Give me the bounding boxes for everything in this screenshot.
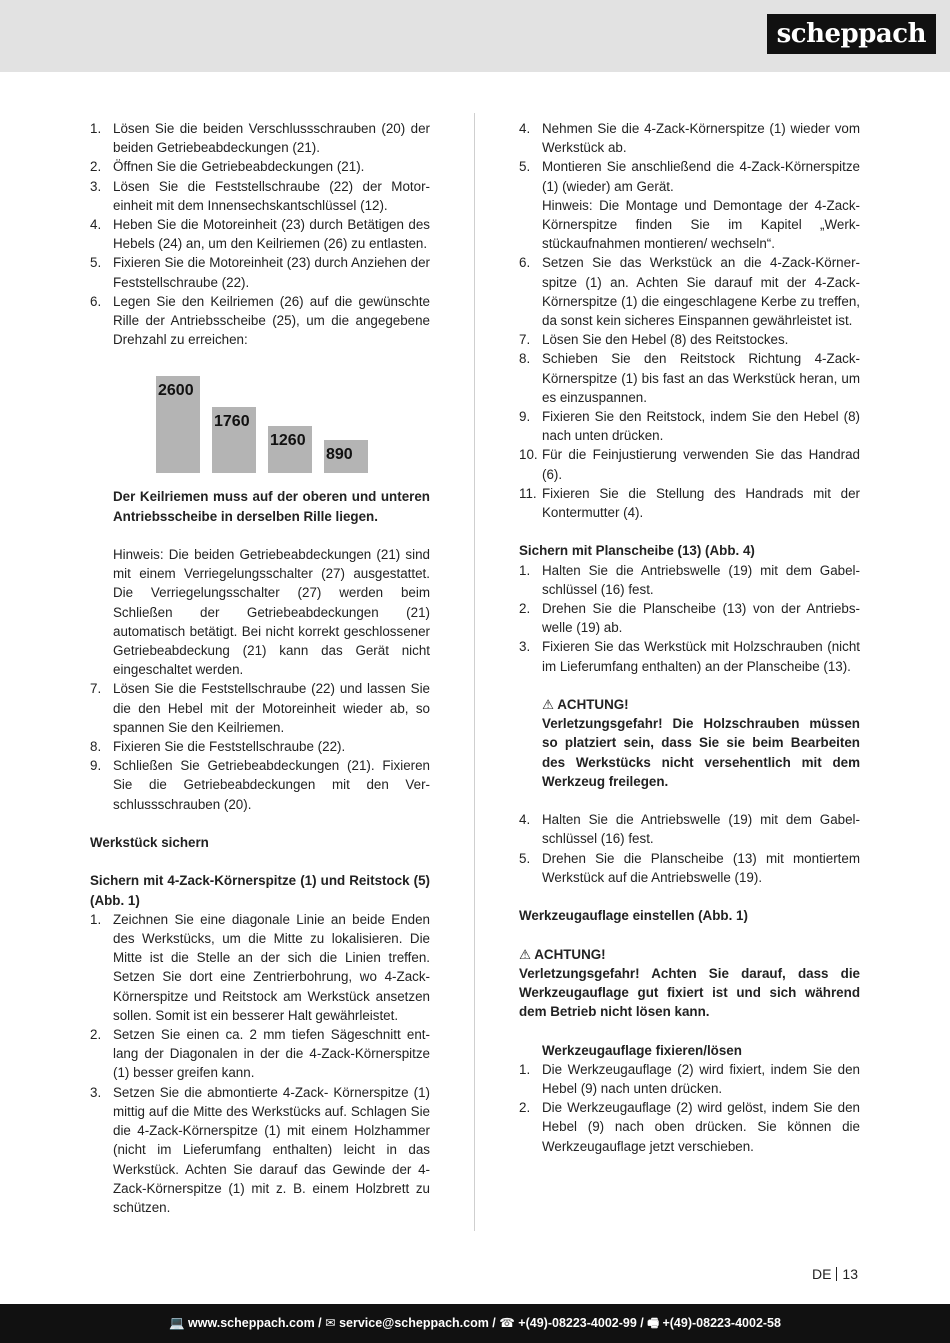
list-item: 6. Legen Sie den Keilriemen (26) auf die gewünschte Rille der Antriebsscheibe (25), um die angegebene Drehzahl zu erreichen: [90,293,430,348]
warning-title: ⚠ ACHTUNG! [519,946,606,962]
step-hint: Hinweis: Die Montage und Demontage der 4-Zack-Körnerspitze finden Sie im Kapitel „Werkstückaufnahmen montieren/ wechseln“. [542,197,860,252]
chart-bar-label: 2600 [158,382,194,400]
list-item: 6. Setzen Sie das Werkstück an die 4-Zack-Körnerspitze (1) an. Achten Sie darauf mit der 4-Zack-Körnerspitze (1) die eingeschlagene Kerbe zu treffen, da sonst kein sicheres Einspannen gewährleistet ist. [519,255,860,329]
list-item: 7. Lösen Sie den Hebel (8) des Reitstockes. [519,332,789,348]
brand-logo: scheppach [767,14,936,54]
warning-title: ⚠ ACHTUNG! [542,697,629,713]
list-item: 8. Fixieren Sie die Feststellschraube (22). [90,739,346,755]
toolrest-subtitle: Werkzeugauflage fixieren/lösen [542,1042,742,1058]
list-item: 5. Drehen Sie die Planscheibe (13) mit montiertem Werkstück auf die Antriebswelle (19). [519,850,860,885]
list-item: 1. Lösen Sie die beiden Verschlussschrauben (20) der beiden Getriebeabdeckungen (21). [90,121,430,156]
subsection-title: Sichern mit 4-Zack-Körnerspitze (1) und Reitstock (5) (Abb. 1) [90,873,430,908]
list-item: 2. Drehen Sie die Planscheibe (13) von der Antriebswelle (19) ab. [519,601,860,636]
faceplate-steps-list [519,561,860,676]
hint-text: Hinweis: Die beiden Getriebeabdeckungen (21) sind mit einem Verriegelungsschalter (27) ausgestattet. Die Verriegelungsschalter (27) werden beim Schließen der Getriebeabdeckungen (21) automatisch betätigt. Bei nicht korrekt geschlossener Getriebeabdeckung (21) kann das Gerät nicht eingeschaltet werden. [113,547,430,678]
toolrest-steps-list [519,1060,860,1156]
belt-note: Der Keilriemen muss auf der oberen und unteren Antriebsscheibe in derselben Rille liegen. [113,489,430,524]
list-item: 1. Halten Sie die Antriebswelle (19) mit dem Gabelschlüssel (16) fest. [519,562,860,597]
column-divider [474,113,475,1231]
list-item: 4. Nehmen Sie die 4-Zack-Körnerspitze (1) wieder vom Werkstück ab. [519,121,860,156]
list-item: 3. Fixieren Sie das Werkstück mit Holzschrauben (nicht im Lieferumfang enthalten) an der Planscheibe (13). [519,639,860,674]
tailstock-steps-list [519,119,860,522]
list-item: 2. Öffnen Sie die Getriebeabdeckungen (21). [90,159,365,175]
page-number [812,1265,858,1284]
page-num: 13 [842,1266,858,1282]
warning-text: Verletzungsgefahr! Achten Sie darauf, dass die Werkzeugauflage gut fixiert ist und sich während dem Betrieb nicht lösen kann. [519,965,860,1020]
list-item: 4. Heben Sie die Motoreinheit (23) durch Betätigen des Hebels (24) an, um den Keilriemen (26) zu entlasten. [90,217,430,252]
list-item: 9. Fixieren Sie den Reitstock, indem Sie den Hebel (8) nach unten drücken. [519,409,860,444]
right-column [519,119,860,1156]
toolrest-title: Werkzeugauflage einstellen (Abb. 1) [519,908,748,924]
speed-bar-chart [113,355,430,473]
header-bar [0,0,950,72]
list-item: 1. Zeichnen Sie eine diagonale Linie an beide Enden des Werkstücks, um die Mitte zu lokalisieren. Die Mitte ist die Stelle an der sich die Linien treffen. Setzen Sie dort eine Zentrierbohrung, wo 4-Zack-Körnerspitze und Reitstock am Werkstück ansetzen sollen. Somit ist ein besserer Halt gewährleistet. [90,911,430,1023]
list-item: 9. Schließen Sie Getriebeabdeckungen (21). Fixieren Sie die Getriebeabdeckungen mit den Verschlussschrauben (20). [90,758,430,812]
faceplate-steps-list-2 [519,810,860,887]
list-item: 1. Die Werkzeugauflage (2) wird fixiert, indem Sie den Hebel (9) nach unten drücken. [519,1061,860,1097]
page-lang: DE [811,1266,832,1282]
list-item: 10. Für die Feinjustierung verwenden Sie das Handrad (6). [519,447,860,482]
belt-steps-list [90,119,430,349]
footer-contact-bar: 💻 www.scheppach.com / ✉ service@scheppach.com / ☎ +(49)-08223-4002-99 / 🖷 +(49)-08223-4002-58 [0,1304,950,1343]
warning-text: Verletzungsgefahr! Die Holzschrauben müssen so platziert sein, dass Sie sie beim Bearbeiten des Werkstücks nicht versehentlich mit dem Werkzeug freilegen. [542,716,860,789]
chart-bar-label: 1760 [214,413,250,431]
list-item: 2. Die Werkzeugauflage (2) wird gelöst, indem Sie den Hebel (9) nach oben drücken. Sie können die Werkzeugauflage jetzt verschieben. [519,1100,860,1154]
list-item: 3. Setzen Sie die abmontierte 4-Zack- Körnerspitze (1) mittig auf die Mitte des Werkstücks auf. Schlagen Sie die 4-Zack-Körnerspitze (1) mit einem Holzhammer (nicht im Lieferumfang enthalten) leicht in das Werkstück. Achten Sie darauf das Gewinde der 4-Zack-Körnerspitze (1) mit z. B. einem Holzbrett zu schützen. [90,1084,430,1215]
list-item: 4. Halten Sie die Antriebswelle (19) mit dem Gabelschlüssel (16) fest. [519,812,860,847]
chart-bar-label: 1260 [270,432,306,450]
list-item: 8. Schieben Sie den Reitstock Richtung 4-Zack-Körnerspitze (1) bis fast an das Werkstück heran, um es einzuspannen. [519,351,860,405]
faceplate-title: Sichern mit Planscheibe (13) (Abb. 4) [519,543,755,559]
workpiece-steps-list [90,910,430,1217]
section-title: Werkstück sichern [90,835,209,851]
list-item: 5. Fixieren Sie die Motoreinheit (23) durch Anziehen der Feststellschraube (22). [90,255,430,290]
list-item: 3. Lösen Sie die Feststellschraube (22) der Motoreinheit mit dem Innensechskantschlüssel (12). [90,178,430,213]
chart-bar-label: 890 [326,446,353,464]
list-item: 7. Lösen Sie die Feststellschraube (22) und lassen Sie die den Hebel mit der Motoreinheit wieder ab, so spannen Sie den Keilriemen. [90,681,430,735]
belt-steps-list-2 [90,679,430,813]
list-item: 2. Setzen Sie einen ca. 2 mm tiefen Sägeschnitt entlang der Diagonalen in der die 4-Zack-Körnerspitze (1) besser greifen kann. [90,1027,430,1081]
list-item: 5. Montieren Sie anschließend die 4-Zack-Körnerspitze (1) (wieder) am Gerät. Hinweis: Die Montage und Demontage der 4-Zack-Körnerspitze finden Sie im Kapitel „Werkstückaufnahmen montieren/ wechseln“. [519,159,860,252]
list-item: 11. Fixieren Sie die Stellung des Handrads mit der Kontermutter (4). [519,485,860,521]
left-column [90,119,430,1217]
